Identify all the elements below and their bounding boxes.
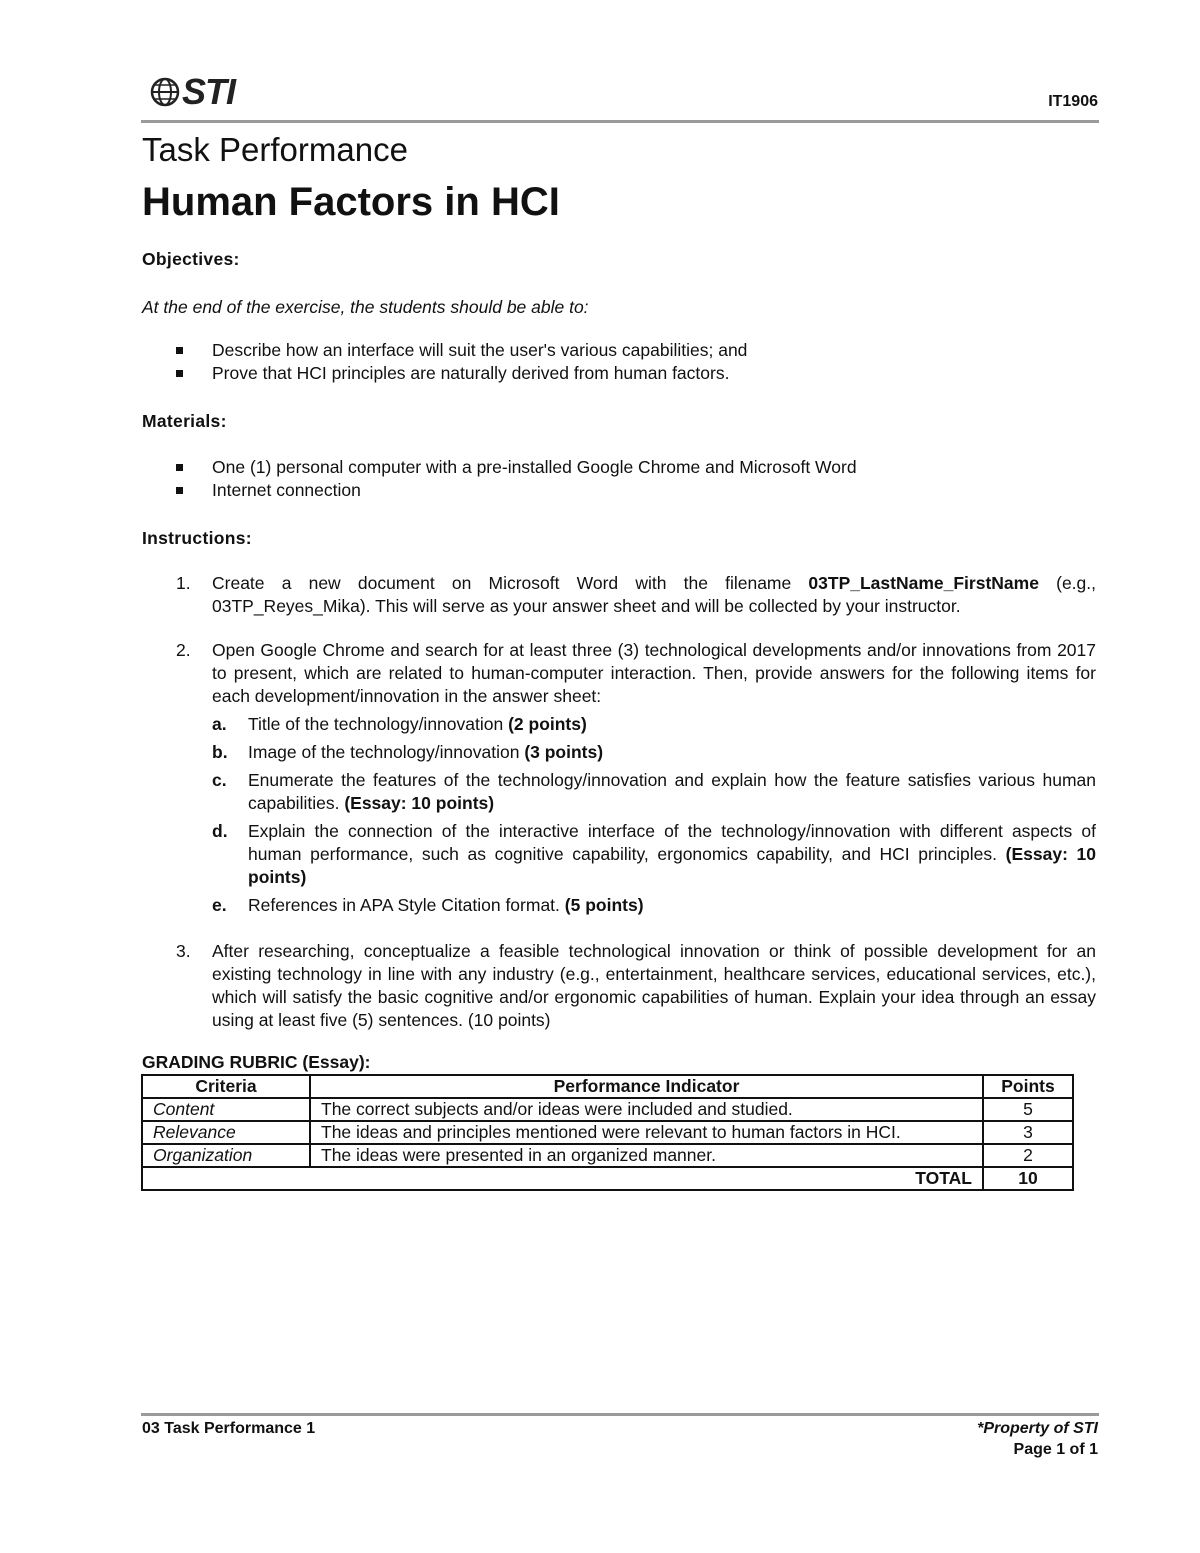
item-letter: b. xyxy=(212,742,228,762)
material-text: Internet connection xyxy=(212,480,361,500)
grading-rubric-table xyxy=(141,1074,1074,1191)
header-divider xyxy=(141,120,1099,123)
objective-text: Describe how an interface will suit the user's various capabilities; and xyxy=(212,340,748,360)
materials-list xyxy=(176,456,857,502)
list-item: d. Explain the connection of the interactive interface of the technology/innovation with different aspects of human performance, such as cognitive capability, ergonomics capability, and HCI principles. (Essay: 10 points) xyxy=(212,821,1096,887)
step-text: Open Google Chrome and search for at least three (3) technological developments and/or innovations from 2017 to present, which are related to human-computer interaction. Then, provide answers for the following items for each development/innovation in the answer sheet: xyxy=(212,640,1096,706)
indicator-cell: The ideas and principles mentioned were relevant to human factors in HCI. xyxy=(310,1121,983,1144)
table-row xyxy=(142,1144,1073,1167)
points-cell: 5 xyxy=(983,1098,1073,1121)
globe-icon xyxy=(150,77,180,107)
list-item: a. Title of the technology/innovation (2 points) xyxy=(212,714,587,734)
list-item xyxy=(176,456,857,479)
objectives-list xyxy=(176,339,747,385)
bullet-icon xyxy=(176,370,183,377)
list-item: e. References in APA Style Citation format. (5 points) xyxy=(212,895,644,915)
points-cell: 2 xyxy=(983,1144,1073,1167)
bullet-icon xyxy=(176,487,183,494)
material-text: One (1) personal computer with a pre-installed Google Chrome and Microsoft Word xyxy=(212,457,857,477)
bullet-icon xyxy=(176,347,183,354)
list-item: b. Image of the technology/innovation (3 points) xyxy=(212,742,604,762)
list-item: c. Enumerate the features of the technology/innovation and explain how the feature satisfies various human capabilities. (Essay: 10 points) xyxy=(212,770,1096,813)
step-text: After researching, conceptualize a feasible technological innovation or think of possible development for an existing technology in line with any industry (e.g., entertainment, healthcare services, educational services, etc.), which will satisfy the basic cognitive and/or ergonomic capabilities of human. Explain your idea through an essay using at least five (5) sentences. (10 points) xyxy=(212,941,1096,1030)
step-number: 3. xyxy=(176,941,191,961)
instructions-heading: Instructions: xyxy=(142,528,252,548)
item-points: (Essay: 10 points) xyxy=(344,793,495,813)
item-points: (5 points) xyxy=(564,895,644,915)
item-points: (2 points) xyxy=(508,714,587,734)
item-letter: d. xyxy=(212,821,228,841)
list-item xyxy=(176,362,747,385)
list-item xyxy=(176,339,747,362)
step-number: 1. xyxy=(176,573,191,593)
column-header: Criteria xyxy=(142,1075,310,1098)
item-points: (Essay: 10 points) xyxy=(248,844,1096,887)
item-letter: e. xyxy=(212,895,227,915)
total-label: TOTAL xyxy=(142,1167,983,1190)
table-row xyxy=(142,1121,1073,1144)
criteria-cell: Organization xyxy=(142,1144,310,1167)
item-points: (3 points) xyxy=(524,742,604,762)
footer-divider xyxy=(141,1413,1099,1416)
instruction-step-2 xyxy=(176,639,1096,917)
column-header: Points xyxy=(983,1075,1073,1098)
objectives-intro: At the end of the exercise, the students should be able to: xyxy=(142,297,589,317)
table-row xyxy=(142,1098,1073,1121)
page-title: Human Factors in HCI xyxy=(142,180,560,224)
page-number: Page 1 of 1 xyxy=(1013,1441,1098,1458)
item-letter: a. xyxy=(212,714,227,734)
indicator-cell: The ideas were presented in an organized manner. xyxy=(310,1144,983,1167)
step-text: Create a new document on Microsoft Word with the filename 03TP_LastName_FirstName (e.g., 03TP_Reyes_Mika). This will serve as your answer sheet and will be collected by your instructor. xyxy=(212,573,1096,616)
list-item xyxy=(176,479,857,502)
step-number: 2. xyxy=(176,640,191,660)
item-letter: c. xyxy=(212,770,227,790)
filename-format: 03TP_LastName_FirstName xyxy=(808,573,1039,593)
table-header-row xyxy=(142,1075,1073,1098)
criteria-cell: Content xyxy=(142,1098,310,1121)
logo-text: STI xyxy=(182,71,236,112)
footer-right xyxy=(977,1418,1098,1460)
objectives-heading: Objectives: xyxy=(142,249,240,269)
column-header: Performance Indicator xyxy=(310,1075,983,1098)
instruction-step-3 xyxy=(176,940,1096,1032)
property-notice: *Property of STI xyxy=(977,1420,1098,1437)
table-total-row xyxy=(142,1167,1073,1190)
footer-document-label: 03 Task Performance 1 xyxy=(142,1420,316,1437)
sti-logo xyxy=(150,71,236,112)
step-2-items xyxy=(212,713,1096,917)
instruction-step-1 xyxy=(176,572,1096,618)
objective-text: Prove that HCI principles are naturally derived from human factors. xyxy=(212,363,730,383)
total-value: 10 xyxy=(983,1167,1073,1190)
points-cell: 3 xyxy=(983,1121,1073,1144)
task-title: Task Performance xyxy=(142,131,408,168)
indicator-cell: The correct subjects and/or ideas were included and studied. xyxy=(310,1098,983,1121)
course-code: IT1906 xyxy=(1048,93,1098,110)
rubric-title: GRADING RUBRIC (Essay): xyxy=(142,1052,371,1072)
materials-heading: Materials: xyxy=(142,411,227,431)
criteria-cell: Relevance xyxy=(142,1121,310,1144)
bullet-icon xyxy=(176,464,183,471)
